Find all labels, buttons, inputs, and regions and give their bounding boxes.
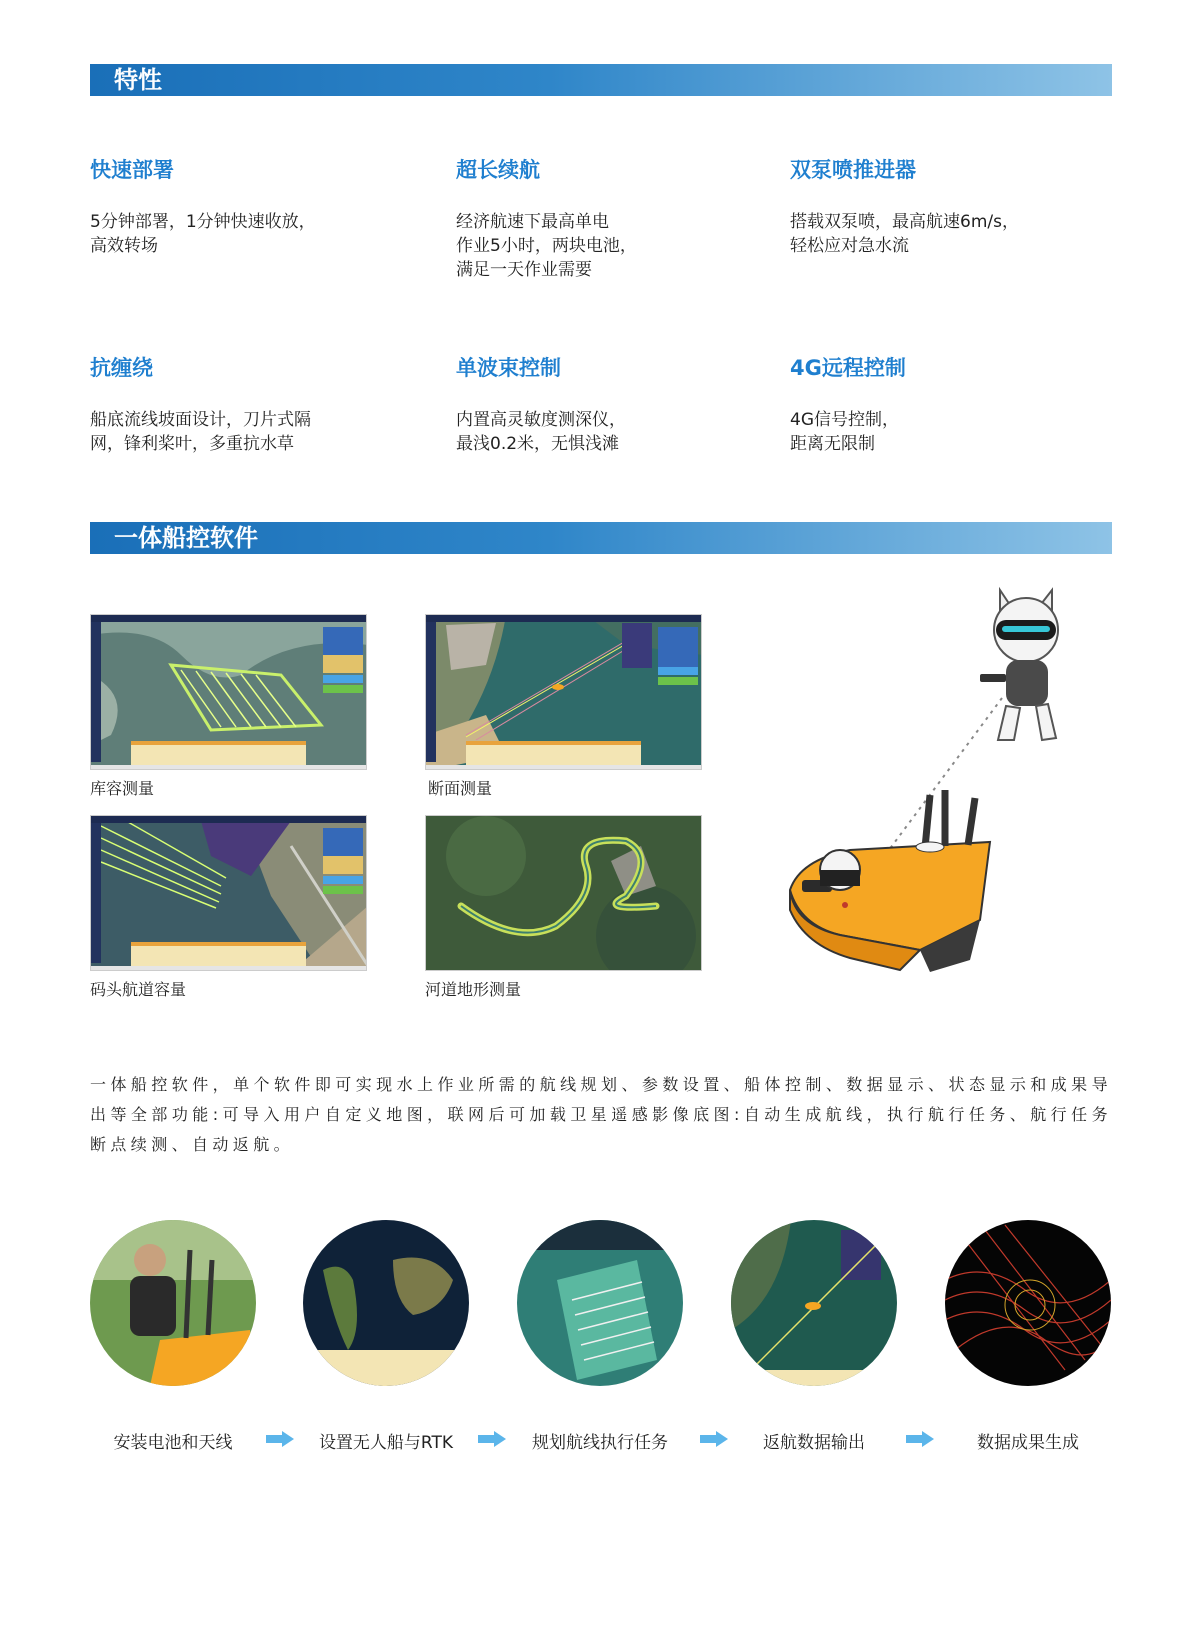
map-screenshot-image (91, 816, 367, 971)
screenshot-dock-channel (90, 815, 367, 971)
screenshot-reservoir (90, 614, 367, 770)
feature-text: 4G信号控制， 距离无限制 (790, 410, 899, 454)
screenshot-caption: 库容测量 (90, 779, 155, 798)
screenshot-caption: 断面测量 (428, 779, 493, 798)
software-description: 一体船控软件，单个软件即可实现水上作业所需的航线规划、参数设置、船体控制、数据显示、状态显示和成果导出等全部功能:可导入用户自定义地图，联网后可加载卫星遥感影像底图:自动生成航线，执行航行任务、航行任务断点续测、自动返航。 (90, 1075, 1112, 1154)
screenshot-cross-section (425, 614, 702, 770)
feature-endurance (456, 154, 776, 282)
feature-text: 5分钟部署，1分钟快速收放， 高效转场 (90, 212, 316, 256)
map-screenshot-image (426, 615, 702, 770)
mascot-icon (980, 590, 1058, 740)
feature-pump-jet (790, 154, 1120, 258)
step-image-setup (303, 1220, 469, 1386)
feature-text: 内置高灵敏度测深仪， 最浅0.2米，无惧浅滩 (456, 410, 626, 454)
step-label: 设置无人船与RTK (318, 1433, 454, 1453)
feature-text: 经济航速下最高单电 作业5小时，两块电池， 满足一天作业需要 (456, 212, 637, 280)
feature-4g-remote (790, 352, 1110, 456)
screenshot-river-terrain (425, 815, 702, 971)
step-image-return (731, 1220, 897, 1386)
step-label: 数据成果生成 (977, 1433, 1079, 1453)
feature-title: 超长续航 (456, 158, 540, 182)
feature-single-beam (456, 352, 776, 456)
step-image-plan (517, 1220, 683, 1386)
step-label: 安装电池和天线 (113, 1433, 233, 1453)
screenshot-caption: 河道地形测量 (425, 980, 522, 999)
unmanned-boat-icon (790, 790, 990, 972)
feature-text: 搭载双泵喷，最高航速6m/s， 轻松应对急水流 (790, 212, 1019, 256)
step-label: 规划航线执行任务 (532, 1433, 668, 1453)
map-screenshot-image (426, 816, 702, 971)
feature-title: 双泵喷推进器 (790, 158, 916, 182)
step-image-install (90, 1220, 256, 1386)
feature-text: 船底流线坡面设计，刀片式隔 网，锋利桨叶，多重抗水草 (90, 410, 311, 454)
map-screenshot-image (91, 615, 367, 770)
step-label: 返航数据输出 (763, 1433, 865, 1453)
feature-title: 抗缠绕 (90, 356, 153, 380)
feature-anti-tangle (90, 352, 410, 456)
boat-mascot-illustration (780, 580, 1080, 990)
software-section-title: 一体船控软件 (90, 522, 1112, 554)
feature-quick-deploy (90, 154, 410, 258)
features-section-title: 特性 (90, 64, 1112, 96)
feature-title: 4G远程控制 (790, 356, 906, 380)
feature-title: 单波束控制 (456, 356, 561, 380)
screenshot-caption: 码头航道容量 (90, 980, 187, 999)
feature-title: 快速部署 (90, 158, 174, 182)
step-image-result (945, 1220, 1111, 1386)
